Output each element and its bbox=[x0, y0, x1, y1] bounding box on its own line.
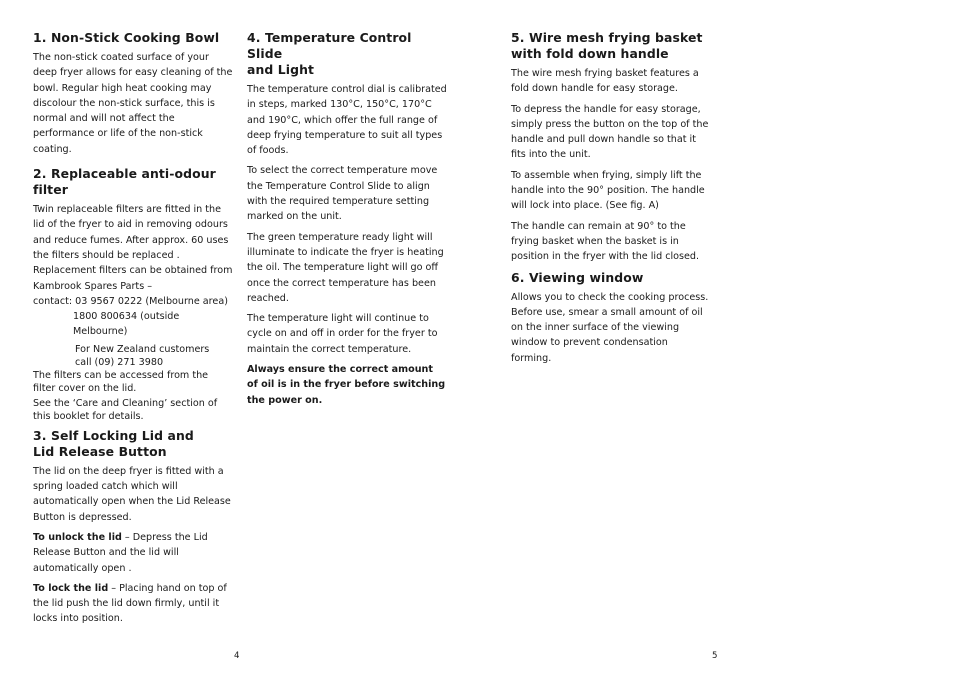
temperature-paragraph-3: The green temperature ready light will illuminate to indicate the fryer is heating the oil. The temperature light will go off once the correct temperature has been reached. bbox=[247, 231, 444, 304]
nonstick-paragraph: The non-stick coated surface of your deep fryer allows for easy cleaning of the bowl. Regular high heat cooking may discolour the non-stick surface, this is normal and will not affect the performance or life of the non-stick coating. bbox=[33, 52, 233, 155]
lid-title-line-1: 3. Self Locking Lid and bbox=[33, 427, 194, 443]
filter-contact-line-3: For New Zealand customers bbox=[75, 343, 210, 355]
section-title-nonstick: 1. Non-Stick Cooking Bowl bbox=[33, 30, 220, 45]
section-title-basket bbox=[511, 30, 711, 62]
temperature-paragraph-2: To select the correct temperature move the Temperature Control Slide to align with the required temperature setting marked on the unit. bbox=[247, 165, 438, 223]
column-right bbox=[511, 30, 711, 371]
filter-contact-line-2: 1800 800634 (outside Melbourne) bbox=[73, 311, 180, 338]
basket-paragraph-3: To assemble when frying, simply lift the handle into the 90° position. The handle will lock into place. (See fig. A) bbox=[511, 169, 705, 212]
lid-paragraph: The lid on the deep fryer is fitted with a spring loaded catch which will automatically open when the Lid Release Button is depressed. bbox=[33, 465, 231, 523]
page-number-right: 5 bbox=[712, 651, 718, 661]
lock-label: To lock the lid bbox=[33, 582, 109, 594]
basket-paragraph-2: To depress the handle for easy storage, simply press the button on the top of the handle and pull down handle so that it fits into the unit. bbox=[511, 103, 709, 161]
section-title-lid bbox=[33, 428, 233, 460]
filter-contact-line-4: call (09) 271 3980 bbox=[75, 356, 164, 368]
temperature-paragraph-1: The temperature control dial is calibrated in steps, marked 130°C, 150°C, 170°C and 190°C, which offer the full range of deep frying temperature to suit all types of foods. bbox=[247, 84, 447, 157]
section-title-filter: 2. Replaceable anti-odour filter bbox=[33, 166, 216, 198]
lid-title-line-2: Lid Release Button bbox=[33, 443, 167, 459]
filter-paragraph-2: Replacement filters can be obtained from Kambrook Spares Parts – bbox=[33, 265, 233, 292]
filter-contact-line-1: contact: 03 9567 0222 (Melbourne area) bbox=[33, 295, 228, 307]
basket-title-line-1: 5. Wire mesh frying basket bbox=[511, 30, 703, 45]
unlock-text: – Depress the Lid Release Button and the lid will automatically open . bbox=[33, 531, 208, 574]
oil-warning: Always ensure the correct amount of oil is in the fryer before switching the power on. bbox=[247, 364, 446, 406]
column-middle bbox=[247, 30, 447, 413]
viewing-window-paragraph: Allows you to check the cooking process. Before use, smear a small amount of oil on the inner surface of the viewing window to prevent condensation forming. bbox=[511, 291, 709, 364]
basket-paragraph-4: The handle can remain at 90° to the frying basket when the basket is in position in the fryer with the lid closed. bbox=[511, 220, 700, 263]
unlock-instruction bbox=[33, 530, 233, 576]
column-left bbox=[33, 30, 233, 632]
filter-paragraph-1: Twin replaceable filters are fitted in the lid of the fryer to aid in removing odours and reduce fumes. After approx. 60 uses the filters should be replaced . bbox=[33, 204, 229, 261]
section-title-temperature bbox=[247, 30, 447, 78]
section-title-viewing-window: 6. Viewing window bbox=[511, 269, 644, 285]
unlock-label: To unlock the lid bbox=[33, 531, 122, 543]
filter-paragraph-3: The filters can be accessed from the filter cover on the lid. bbox=[33, 369, 209, 394]
temperature-title-line-2: and Light bbox=[247, 62, 315, 77]
temperature-paragraph-4: The temperature light will continue to cycle on and off in order for the fryer to maintain the correct temperature. bbox=[247, 313, 438, 355]
page-number-left: 4 bbox=[234, 651, 240, 661]
filter-paragraph-4: See the ‘Care and Cleaning’ section of this booklet for details. bbox=[33, 397, 218, 422]
lock-instruction bbox=[33, 581, 233, 627]
basket-paragraph-1: The wire mesh frying basket features a fold down handle for easy storage. bbox=[511, 68, 699, 95]
basket-title-line-2: with fold down handle bbox=[511, 46, 669, 61]
lock-text: – Placing hand on top of the lid push the lid down firmly, until it locks into position. bbox=[33, 582, 227, 625]
temperature-title-line-1: 4. Temperature Control Slide bbox=[247, 30, 412, 61]
